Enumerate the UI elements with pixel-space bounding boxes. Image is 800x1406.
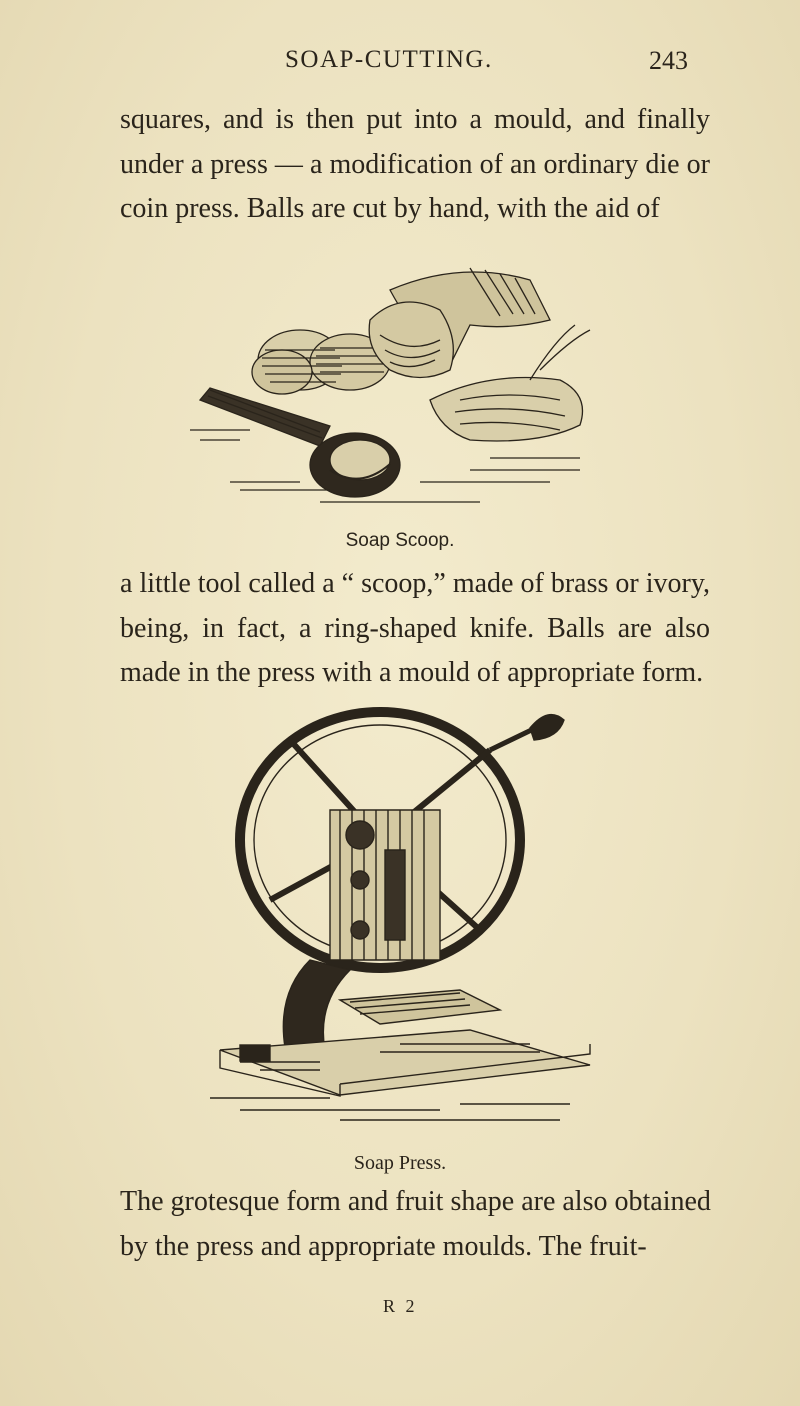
running-header — [0, 46, 800, 86]
signature-mark: R 2 — [383, 1296, 418, 1316]
text-line: The grotesque form and fruit shape are also obtained — [120, 1186, 711, 1217]
figure-caption-soap-press: Soap Press. — [353, 1152, 447, 1174]
text-line: under a press — a modification of an ordinary die or — [120, 148, 710, 180]
soap-scoop-engraving — [170, 250, 630, 520]
text-line: made in the press with a mould of appropriate form. — [120, 657, 704, 688]
running-title: SOAP-CUTTING. — [285, 46, 493, 73]
text-line: a little tool called a “ scoop,” made of brass or ivory, — [120, 568, 710, 599]
text-line: squares, and is then put into a mould, and finally — [120, 104, 710, 135]
soap-press-engraving — [180, 700, 620, 1140]
figure-soap-scoop — [0, 250, 800, 520]
paragraph-3 — [120, 1180, 710, 1269]
text-line: being, in fact, a ring-shaped knife. Balls are also — [120, 612, 710, 644]
figure-caption-soap-scoop: Soap Scoop. — [345, 530, 455, 551]
text-line: coin press. Balls are cut by hand, with the aid of — [120, 193, 660, 224]
text-line: by the press and appropriate moulds. The fruit- — [120, 1230, 647, 1262]
paragraph-1 — [120, 98, 710, 232]
figure-soap-press — [0, 700, 800, 1140]
paragraph-2 — [120, 562, 710, 696]
page-number: 243 — [649, 46, 688, 75]
